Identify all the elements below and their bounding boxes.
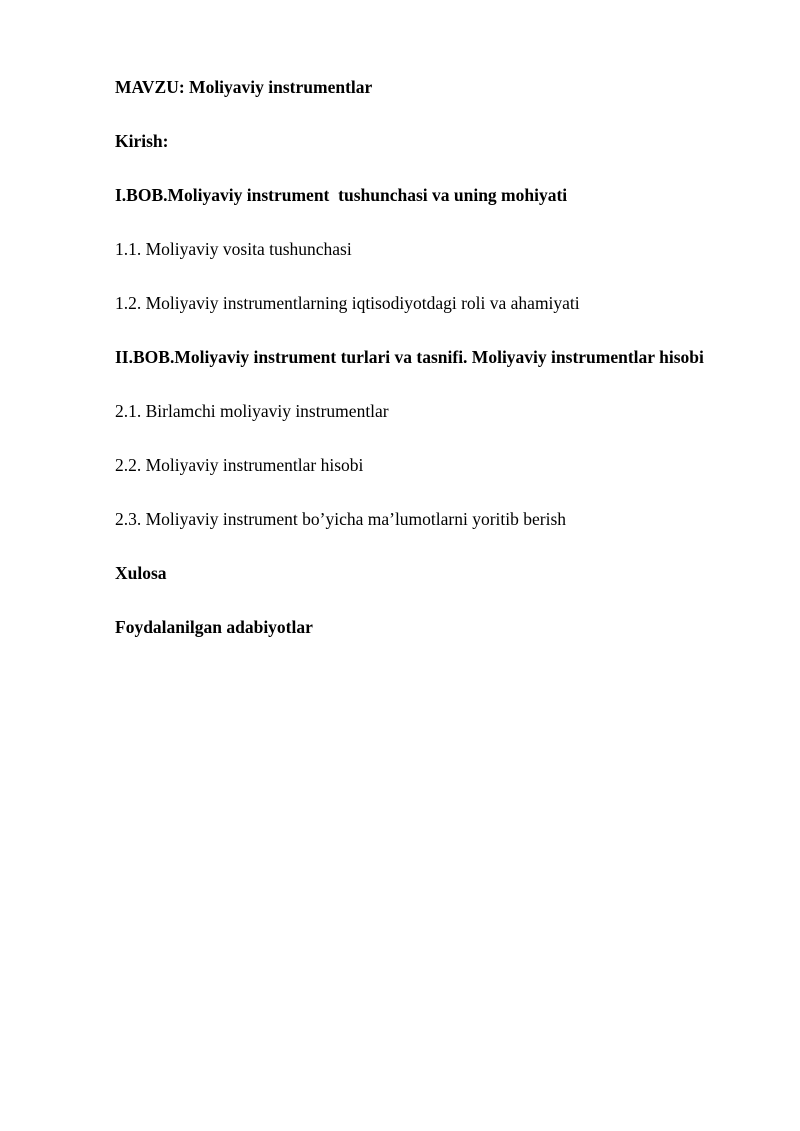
section-2-1: 2.1. Birlamchi moliyaviy instrumentlar [115, 401, 389, 421]
chapter-1-heading: I.BOB.Moliyaviy instrument tushunchasi va uning mohiyati [115, 185, 568, 205]
section-1-1: 1.1. Moliyaviy vosita tushunchasi [115, 239, 352, 259]
intro-heading: Kirish: [115, 131, 169, 151]
document-title: MAVZU: Moliyaviy instrumentlar [115, 77, 373, 97]
section-2-3: 2.3. Moliyaviy instrument bo’yicha ma’lumotlarni yoritib berish [115, 509, 567, 529]
section-2-2: 2.2. Moliyaviy instrumentlar hisobi [115, 455, 364, 475]
chapter-2-heading: II.BOB.Moliyaviy instrument turlari va tasnifi. Moliyaviy instrumentlar hisobi [115, 347, 704, 367]
section-1-2: 1.2. Moliyaviy instrumentlarning iqtisodiyotdagi roli va ahamiyati [115, 293, 580, 313]
conclusion-heading: Xulosa [115, 563, 167, 583]
references-heading: Foydalanilgan adabiyotlar [115, 617, 313, 637]
